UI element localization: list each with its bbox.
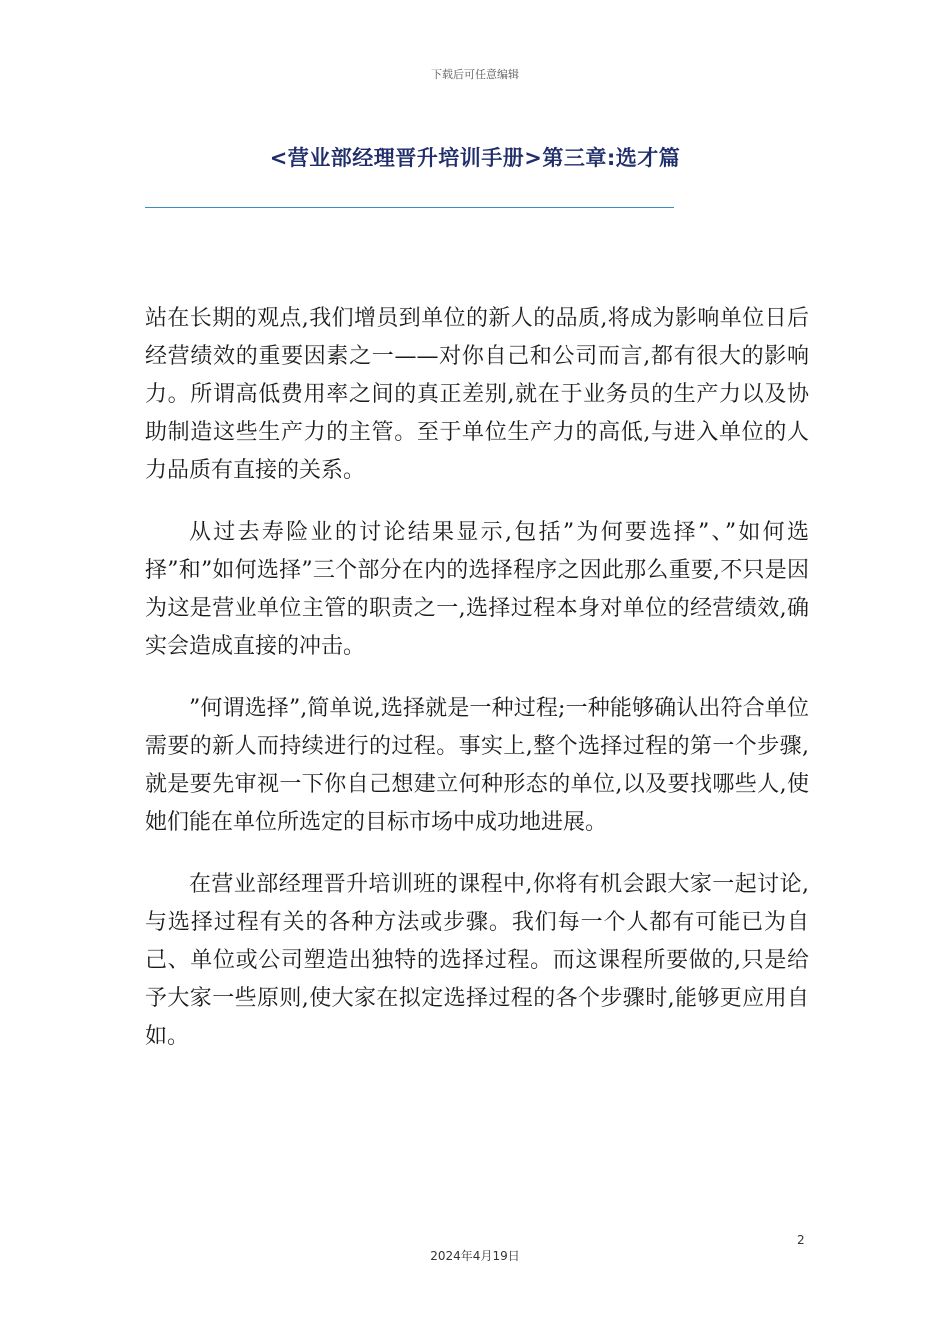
header-note: 下载后可任意编辑: [431, 68, 519, 81]
paragraph-4: 在营业部经理晋升培训班的课程中,你将有机会跟大家一起讨论,与选择过程有关的各种方法或步骤。我们每一个人都有可能已为自己、单位或公司塑造出独特的选择过程。而这课程所要做的,只是给予大家一些原则,使大家在拟定选择过程的各个步骤时,能够更应用自如。: [145, 872, 809, 1049]
paragraph-3: ”何谓选择”,简单说,选择就是一种过程;一种能够确认出符合单位需要的新人而持续进行的过程。事实上,整个选择过程的第一个步骤,就是要先审视一下你自己想建立何种形态的单位,以及要找哪些人,使她们能在单位所选定的目标市场中成功地进展。: [145, 696, 809, 835]
page-number: 2: [797, 1233, 805, 1247]
footer-date: 2024年4月19日: [430, 1249, 520, 1263]
paragraph-1: 站在长期的观点,我们增员到单位的新人的品质,将成为影响单位日后经营绩效的重要因素之一——对你自己和公司而言,都有很大的影响力。所谓高低费用率之间的真正差别,就在于业务员的生产力以及协助制造这些生产力的主管。至于单位生产力的高低,与进入单位的人力品质有直接的关系。: [145, 306, 809, 483]
document-title: <营业部经理晋升培训手册>第三章:选才篇: [269, 146, 681, 170]
document-body: [145, 300, 809, 1080]
paragraph-2: 从过去寿险业的讨论结果显示,包括”为何要选择”、”如何选择”和”如何选择”三个部分在内的选择程序之因此那么重要,不只是因为这是营业单位主管的职责之一,选择过程本身对单位的经营绩效,确实会造成直接的冲击。: [145, 520, 809, 659]
title-divider: [145, 207, 674, 208]
